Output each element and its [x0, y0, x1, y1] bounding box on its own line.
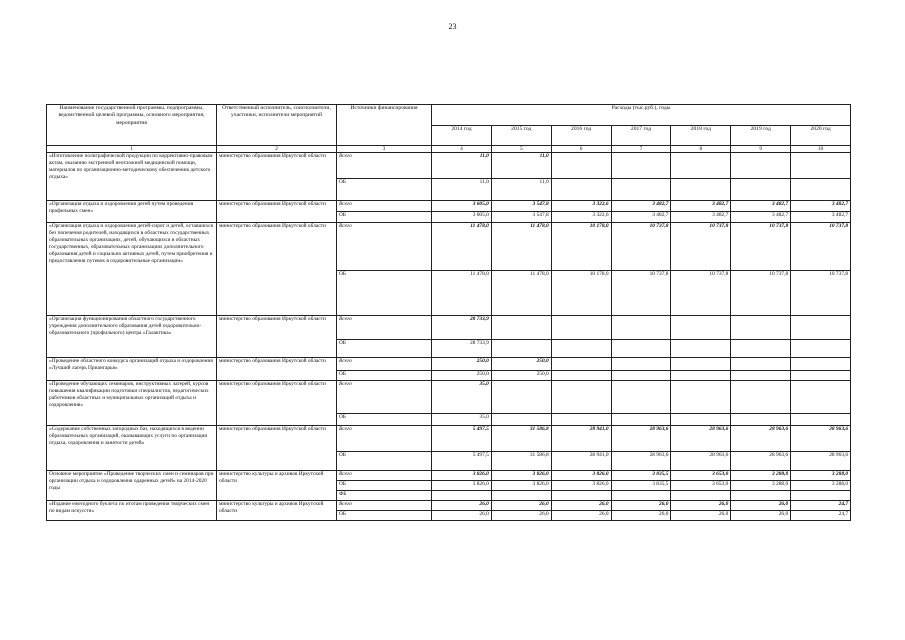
expense-value: 28 941,0	[551, 426, 611, 452]
expense-value	[611, 371, 671, 381]
activity-name: «Организация отдыха и оздоровления детей-сирот и детей, оставшихся без попечения родителей, находящихся в областных государственных образовательных организациях, детей, обучающихся в областных государственных, образовательных организациях дополнительного образования детей и социально активных детей, путем приобретения и предоставления путевок в оздоровительные организации»	[47, 223, 217, 316]
expense-value: 3 482,7	[611, 201, 671, 212]
column-number: 8	[671, 146, 731, 153]
responsible-executor: министерство образования Иркутской области	[217, 223, 337, 316]
expense-value	[611, 491, 671, 501]
expense-value: 3 826,0	[491, 481, 551, 491]
expense-value: 10 737,8	[611, 271, 671, 316]
expense-value	[791, 179, 851, 201]
expense-value: 26,0	[731, 511, 791, 521]
expense-value: 28 963,6	[671, 452, 731, 471]
activity-name: Основное мероприятие «Проведение творческих смен и семинаров при организации отдыха и оздоровления одаренных детей» на 2014-2020 годы	[47, 471, 217, 501]
expense-value: 28 963,6	[791, 452, 851, 471]
expense-value: 26,0	[432, 501, 492, 511]
expense-value: 28 963,6	[791, 426, 851, 452]
expense-value	[671, 316, 731, 340]
expense-value	[551, 371, 611, 381]
column-number: 2	[217, 146, 337, 153]
expense-value: 3 288,0	[731, 481, 791, 491]
expense-value: 11 478,0	[491, 271, 551, 316]
expense-value: 3 547,8	[491, 212, 551, 223]
expense-value	[491, 316, 551, 340]
expense-value	[791, 316, 851, 340]
responsible-executor: министерство культуры и архивов Иркутской области	[217, 501, 337, 521]
expense-value	[731, 358, 791, 371]
expense-value	[791, 491, 851, 501]
funding-source: ОБ	[337, 212, 432, 223]
funding-source: ОБ	[337, 511, 432, 521]
header-year: 2019 год	[731, 126, 791, 146]
expense-value: 28 963,6	[611, 452, 671, 471]
expense-value: 3 826,0	[432, 481, 492, 491]
expense-value: 3 826,0	[432, 471, 492, 481]
responsible-executor: министерство образования Иркутской области	[217, 426, 337, 471]
funding-source: ОБ	[337, 452, 432, 471]
expense-value: 3 288,0	[791, 481, 851, 491]
column-number: 5	[491, 146, 551, 153]
expense-value: 3 482,7	[791, 201, 851, 212]
funding-source: Всего	[337, 153, 432, 179]
expense-value	[791, 358, 851, 371]
expense-value	[551, 179, 611, 201]
expense-value: 10 737,8	[611, 223, 671, 271]
expense-value	[731, 371, 791, 381]
responsible-executor: министерство образования Иркутской области	[217, 153, 337, 201]
responsible-executor: министерство образования Иркутской области	[217, 381, 337, 426]
header-year: 2015 год	[491, 126, 551, 146]
expense-value	[551, 414, 611, 426]
expense-value	[551, 358, 611, 371]
expense-value	[611, 153, 671, 179]
expense-value	[791, 340, 851, 358]
expense-value	[611, 358, 671, 371]
funding-source: Всего	[337, 471, 432, 481]
expense-value: 250,0	[491, 358, 551, 371]
expense-value	[671, 153, 731, 179]
expense-value	[611, 381, 671, 414]
expense-value: 3 482,7	[611, 212, 671, 223]
expense-value: 10 178,0	[551, 223, 611, 271]
funding-source: ОБ	[337, 271, 432, 316]
expense-value: 11,0	[432, 179, 492, 201]
expense-value: 28 963,6	[731, 452, 791, 471]
funding-source: ОБ	[337, 481, 432, 491]
expense-value: 250,0	[491, 371, 551, 381]
table-row	[47, 153, 851, 179]
activity-name: «Изготовление полиграфической продукции по коррективно-правовым актам, оказанию экстренной неотложной медицинской помощи, материалов по организационно-методическому обеспечению детского отдыха»	[47, 153, 217, 201]
funding-source: Всего	[337, 201, 432, 212]
expense-value	[491, 381, 551, 414]
header-year: 2016 год	[551, 126, 611, 146]
expense-value: 26,0	[731, 501, 791, 511]
table-row	[47, 426, 851, 452]
column-number: 10	[791, 146, 851, 153]
expense-value: 11,0	[491, 179, 551, 201]
expense-value	[671, 358, 731, 371]
expense-value: 26,0	[491, 501, 551, 511]
expense-value: 11 478,0	[491, 223, 551, 271]
expense-value	[671, 371, 731, 381]
expense-value: 3 605,0	[432, 201, 492, 212]
expense-value: 3 826,0	[551, 471, 611, 481]
expense-value: 26,0	[432, 511, 492, 521]
expense-value: 3 482,7	[791, 212, 851, 223]
expense-value: 3 322,6	[551, 212, 611, 223]
expense-value: 3 605,0	[432, 212, 492, 223]
expense-value	[551, 316, 611, 340]
expense-value	[611, 179, 671, 201]
expense-value: 3 482,7	[671, 212, 731, 223]
table-row	[47, 501, 851, 511]
expense-value	[731, 414, 791, 426]
expense-value: 28 963,6	[731, 426, 791, 452]
expense-value	[731, 153, 791, 179]
expense-value	[551, 491, 611, 501]
expense-value: 10 737,8	[731, 223, 791, 271]
expense-value	[671, 491, 731, 501]
header-responsible: Ответственный исполнитель, соисполнители, участники, исполнители мероприятий	[217, 105, 337, 146]
funding-source: ОБ	[337, 179, 432, 201]
funding-source: ОБ	[337, 340, 432, 358]
expense-value	[791, 414, 851, 426]
expense-value: 10 737,8	[791, 223, 851, 271]
expense-value	[731, 340, 791, 358]
funding-source: Всего	[337, 381, 432, 414]
expense-value: 3 288,0	[731, 471, 791, 481]
expense-value: 3 482,7	[731, 212, 791, 223]
expense-value: 3 826,0	[491, 471, 551, 481]
responsible-executor: министерство образования Иркутской области	[217, 201, 337, 223]
column-number: 4	[432, 146, 492, 153]
expense-value	[731, 316, 791, 340]
responsible-executor: министерство культуры и архивов Иркутской области	[217, 471, 337, 501]
expense-value: 3 482,7	[731, 201, 791, 212]
responsible-executor: министерство образования Иркутской области	[217, 358, 337, 381]
expense-value: 10 737,8	[671, 223, 731, 271]
expense-value: 10 178,0	[551, 271, 611, 316]
expense-value	[791, 371, 851, 381]
expense-value: 11 478,0	[432, 223, 492, 271]
activity-name: «Организация функционирования областного государственного учреждения дополнительного образования детей оздоровительно-образовательного (профильного) центра «Галактика»	[47, 316, 217, 358]
expense-value: 31 586,8	[491, 452, 551, 471]
expense-value: 11,0	[432, 153, 492, 179]
page-number: 23	[448, 22, 457, 31]
expense-value: 3 288,0	[791, 471, 851, 481]
expense-value	[671, 340, 731, 358]
funding-source: Всего	[337, 316, 432, 340]
expense-value	[551, 340, 611, 358]
expense-value	[731, 381, 791, 414]
expense-value: 10 737,8	[671, 271, 731, 316]
header-year: 2018 год	[671, 126, 731, 146]
header-program-name: Наименование государственной программы, подпрограммы, ведомственной целевой программы, основного мероприятия, мероприятия	[47, 105, 217, 146]
expense-value	[671, 381, 731, 414]
expense-value: 3 482,7	[671, 201, 731, 212]
expense-value: 28 733,9	[432, 340, 492, 358]
expense-value: 11,0	[491, 153, 551, 179]
expense-value: 35,0	[432, 381, 492, 414]
expense-value	[491, 414, 551, 426]
table-row	[47, 381, 851, 414]
funding-source: Всего	[337, 223, 432, 271]
expense-value	[611, 414, 671, 426]
column-number: 1	[47, 146, 217, 153]
header-year: 2014 год	[432, 126, 492, 146]
expense-value	[671, 179, 731, 201]
table-row	[47, 223, 851, 271]
table-row	[47, 201, 851, 212]
expense-value: 5 497,5	[432, 426, 492, 452]
activity-name: «Издание ежегодного буклета по итогам проведения творческих смен по видам искусств»	[47, 501, 217, 521]
expense-value: 24,7	[791, 511, 851, 521]
header-expenses: Расходы (тыс.руб.), годы	[432, 105, 851, 126]
expense-value: 26,0	[671, 501, 731, 511]
column-number: 3	[337, 146, 432, 153]
table-row	[47, 358, 851, 371]
expense-value: 3 547,8	[491, 201, 551, 212]
expense-value	[671, 414, 731, 426]
expense-value: 10 737,8	[791, 271, 851, 316]
expense-value: 26,0	[551, 501, 611, 511]
table-row	[47, 471, 851, 481]
expense-value	[491, 491, 551, 501]
expense-value: 31 586,8	[491, 426, 551, 452]
expense-value: 26,0	[671, 511, 731, 521]
expense-value: 26,0	[611, 511, 671, 521]
funding-source: ОБ	[337, 414, 432, 426]
expense-value: 3 653,0	[671, 481, 731, 491]
expense-value	[551, 153, 611, 179]
funding-source: ФБ	[337, 491, 432, 501]
expense-value: 3 835,5	[611, 471, 671, 481]
expense-value: 250,0	[432, 371, 492, 381]
expense-value: 3 835,5	[611, 481, 671, 491]
expense-value: 10 737,8	[731, 271, 791, 316]
column-number: 9	[731, 146, 791, 153]
column-number: 7	[611, 146, 671, 153]
expense-value	[432, 491, 492, 501]
expense-value	[731, 179, 791, 201]
header-funding-source: Источники финансирования	[337, 105, 432, 146]
activity-name: «Проведение областного конкурса организаций отдыха и оздоровления «Лучший лагерь Приангарья»	[47, 358, 217, 381]
funding-source: Всего	[337, 501, 432, 511]
responsible-executor: министерство образования Иркутской области	[217, 316, 337, 358]
expense-value: 35,0	[432, 414, 492, 426]
expense-value: 250,0	[432, 358, 492, 371]
funding-source: Всего	[337, 358, 432, 371]
expense-value: 28 963,6	[671, 426, 731, 452]
expense-value: 28 733,9	[432, 316, 492, 340]
header-year: 2017 год	[611, 126, 671, 146]
expense-value: 24,7	[791, 501, 851, 511]
expense-value	[611, 316, 671, 340]
expense-value: 11 478,0	[432, 271, 492, 316]
header-year: 2020 год	[791, 126, 851, 146]
activity-name: «Содержание собственных загородных баз, находящихся в ведении образовательных организаций, оказывающих услуги по организации отдыха, оздоровления и занятости детей»	[47, 426, 217, 471]
expense-value	[791, 153, 851, 179]
expense-value: 28 941,0	[551, 452, 611, 471]
expense-value	[731, 491, 791, 501]
funding-source: Всего	[337, 426, 432, 452]
expense-value: 26,0	[611, 501, 671, 511]
activity-name: «Организация отдыха и оздоровления детей путем проведения профильных смен»	[47, 201, 217, 223]
activity-name: «Проведение обучающих семинаров, инструктивных лагерей, курсов повышения квалификации подготовки специалистов, педагогических работников областных и муниципальных организаций отдыха и оздоровления»	[47, 381, 217, 426]
expense-value: 26,0	[491, 511, 551, 521]
expense-value: 3 826,0	[551, 481, 611, 491]
expense-value	[611, 340, 671, 358]
table-row	[47, 316, 851, 340]
expense-value	[791, 381, 851, 414]
expense-value: 26,0	[551, 511, 611, 521]
funding-source: ОБ	[337, 371, 432, 381]
expense-value	[551, 381, 611, 414]
expenses-table	[46, 104, 851, 521]
expense-value	[491, 340, 551, 358]
expense-value: 3 322,6	[551, 201, 611, 212]
expense-value: 5 497,5	[432, 452, 492, 471]
expense-value: 3 653,0	[671, 471, 731, 481]
column-number: 6	[551, 146, 611, 153]
expense-value: 28 963,6	[611, 426, 671, 452]
